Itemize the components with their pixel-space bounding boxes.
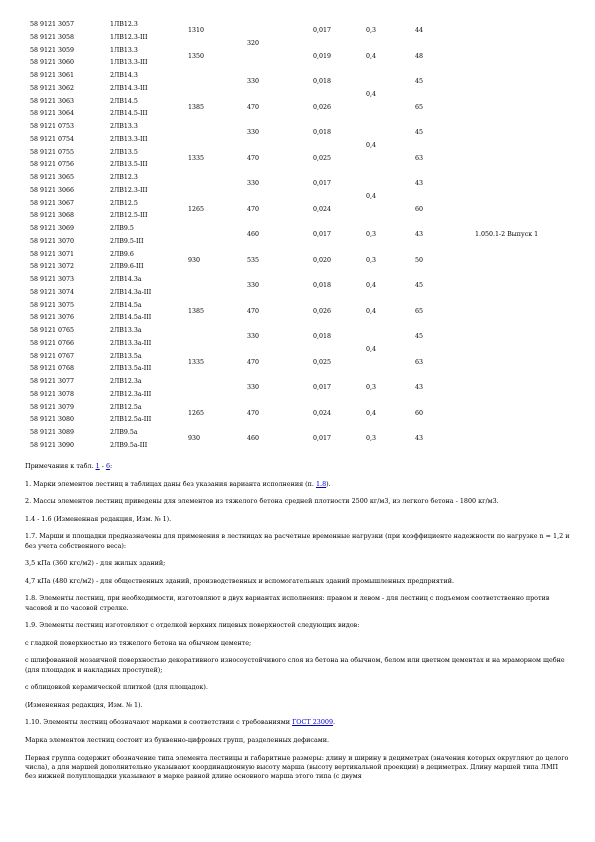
- element-code: 58 9121 0765: [30, 327, 75, 334]
- element-mark: 2ЛВ12.5-III: [110, 212, 148, 220]
- mass-value: 43: [415, 435, 424, 443]
- mass-value: 43: [415, 180, 424, 188]
- coefficient-value: 0,3: [366, 256, 377, 264]
- element-code: 58 9121 3089: [30, 429, 75, 436]
- height-value: 535: [247, 256, 260, 264]
- element-mark: 2ЛВ14.3: [110, 72, 138, 79]
- height-value: 470: [247, 205, 260, 213]
- element-mark: 1ЛВ12.3-III: [110, 33, 148, 41]
- volume-value: 0,026: [313, 307, 332, 315]
- volume-value: 0,018: [313, 129, 332, 137]
- coefficient-value: 0,4: [366, 307, 377, 315]
- volume-value: 0,018: [313, 282, 332, 290]
- element-code: 58 9121 3078: [30, 390, 75, 398]
- element-code: 58 9121 3067: [30, 199, 75, 207]
- note-1-suffix: ).: [326, 479, 331, 488]
- element-code: 58 9121 3075: [30, 301, 75, 309]
- element-code: 58 9121 3076: [30, 314, 75, 322]
- length-value: 1350: [188, 52, 205, 60]
- element-code: 58 9121 3063: [30, 97, 75, 105]
- notes-section: [25, 462, 571, 790]
- element-code: 58 9121 3060: [30, 59, 75, 67]
- height-value: 470: [247, 358, 260, 366]
- mass-value: 63: [415, 358, 424, 366]
- coefficient-value: 0,4: [366, 91, 377, 99]
- volume-value: 0,017: [313, 435, 332, 443]
- element-code: 58 9121 0755: [30, 148, 75, 156]
- element-code: 58 9121 3064: [30, 110, 75, 118]
- element-mark: 2ЛВ12.3a-III: [110, 390, 152, 398]
- mass-value: 60: [415, 409, 424, 417]
- length-value: 1385: [188, 307, 205, 315]
- mass-value: 43: [415, 384, 424, 392]
- volume-value: 0,017: [313, 384, 332, 392]
- element-code: 58 9121 3061: [30, 72, 75, 79]
- volume-value: 0,020: [313, 256, 332, 264]
- element-code: 58 9121 0768: [30, 365, 75, 373]
- element-code: 58 9121 0756: [30, 161, 75, 169]
- coefficient-value: 0,4: [366, 409, 377, 417]
- amendment-note: (Измененная редакция, Изм. № 1).: [25, 700, 143, 709]
- element-code: 58 9121 3073: [30, 276, 75, 283]
- element-mark: 2ЛВ14.5a-III: [110, 314, 152, 322]
- clause-1-9: 1.9. Элементы лестниц изготовляют с отделкой верхних лицевых поверхностей следующих видов:: [25, 621, 360, 630]
- length-value: 930: [188, 435, 201, 443]
- mass-value: 45: [415, 333, 424, 341]
- element-mark: 2ЛВ13.5: [110, 148, 138, 156]
- volume-value: 0,025: [313, 154, 332, 162]
- element-code: 58 9121 3069: [30, 225, 75, 232]
- element-mark: 2ЛВ14.3-III: [110, 84, 148, 92]
- element-code: 58 9121 3065: [30, 174, 75, 181]
- height-value: 460: [247, 231, 260, 239]
- length-value: 1265: [188, 409, 205, 417]
- element-code: 58 9121 3068: [30, 212, 75, 220]
- coefficient-value: 0,3: [366, 27, 377, 35]
- clause-1-8-link[interactable]: 1.8: [315, 479, 327, 488]
- clause-1-10-text: 1.10. Элементы лестниц обозначают марками в соответствии с требованиями: [25, 718, 293, 727]
- mass-value: 65: [415, 103, 424, 111]
- length-value: 1385: [188, 103, 205, 111]
- coefficient-value: 0,3: [366, 435, 377, 443]
- element-code: 58 9121 3079: [30, 403, 75, 411]
- mass-value: 65: [415, 307, 424, 315]
- element-code: 58 9121 3070: [30, 237, 75, 245]
- clause-1-7: 1.7. Марши и площадки предназначены для применения в лестницах на расчетные временные нагрузки (при коэффициенте надежности по нагрузке n = 1,2 и без учета собственного веса):: [25, 532, 570, 550]
- mass-value: 45: [415, 282, 424, 290]
- coefficient-value: 0,3: [366, 384, 377, 392]
- element-mark: 2ЛВ14.5a: [110, 301, 142, 309]
- notes-heading: [25, 462, 571, 471]
- element-code: 58 9121 3090: [30, 441, 75, 449]
- element-mark: 2ЛВ13.5a-III: [110, 365, 152, 373]
- mass-value: 50: [415, 256, 424, 264]
- coefficient-value: 0,4: [366, 282, 377, 290]
- volume-value: 0,019: [313, 52, 332, 60]
- mass-value: 45: [415, 129, 424, 137]
- load-public: 4,7 кПа (480 кгс/м2) - для общественных зданий, производственных и вспомогательных зданий промышленных предприятий.: [25, 576, 454, 585]
- table-6-link[interactable]: 6: [105, 462, 111, 470]
- height-value: 330: [247, 282, 260, 290]
- element-code: 58 9121 3059: [30, 46, 75, 54]
- mass-value: 63: [415, 154, 424, 162]
- element-code: 58 9121 3057: [30, 21, 75, 28]
- element-mark: 2ЛВ9.5-III: [110, 237, 144, 245]
- volume-value: 0,018: [313, 333, 332, 341]
- clause-1-4-1-6: 1.4 - 1.6 (Измененная редакция, Изм. № 1).: [25, 514, 172, 523]
- mark-composition: Марка элементов лестниц состоит из буквенно-цифровых групп, разделенных дефисами.: [25, 735, 330, 744]
- element-mark: 2ЛВ12.3-III: [110, 186, 148, 194]
- element-code: 58 9121 3071: [30, 250, 75, 258]
- element-mark: 2ЛВ12.5: [110, 199, 138, 207]
- notes-heading-dash: -: [99, 462, 106, 470]
- element-mark: 2ЛВ12.3a: [110, 378, 142, 385]
- element-mark: 2ЛВ14.3a: [110, 276, 142, 283]
- note-1-text: 1. Марки элементов лестниц в таблицах даны без указания варианта исполнения (п.: [25, 479, 316, 488]
- element-mark: 2ЛВ13.5-III: [110, 161, 148, 169]
- element-code: 58 9121 0754: [30, 135, 75, 143]
- element-mark: 2ЛВ13.3a: [110, 327, 142, 334]
- note-2: 2. Массы элементов лестниц приведены для элементов из тяжелого бетона средней плотности 2500 кг/м3, из легкого бетона - 1800 кг/м3.: [25, 497, 499, 506]
- coefficient-value: 0,4: [366, 193, 377, 201]
- element-code: 58 9121 3062: [30, 84, 75, 92]
- element-code: 58 9121 0766: [30, 339, 75, 347]
- element-mark: 2ЛВ13.3: [110, 123, 138, 130]
- height-value: 320: [247, 40, 260, 48]
- coefficient-value: 0,4: [366, 142, 377, 150]
- element-mark: 2ЛВ9.6-III: [110, 263, 144, 271]
- element-mark: 2ЛВ14.5-III: [110, 110, 148, 118]
- clause-1-10-suffix: .: [333, 718, 336, 727]
- length-value: 1310: [188, 27, 205, 35]
- height-value: 460: [247, 435, 260, 443]
- height-value: 470: [247, 154, 260, 162]
- element-mark: 2ЛВ12.3: [110, 174, 138, 181]
- element-code: 58 9121 0753: [30, 123, 75, 130]
- clause-1-10: [25, 718, 571, 727]
- element-mark: 2ЛВ14.3a-III: [110, 288, 152, 296]
- element-code: 58 9121 3058: [30, 33, 75, 41]
- finish-mosaic: с шлифованной мозаичной поверхностью декоративного износоустойчивого слоя из бетона на обычном, белом или цветном цементах и на мраморном щебне (для площадок и накладных проступей);: [25, 656, 565, 674]
- volume-value: 0,025: [313, 358, 332, 366]
- mass-value: 43: [415, 231, 424, 239]
- element-mark: 2ЛВ12.5a-III: [110, 416, 152, 424]
- series-reference: 1.050.1-2 Выпуск 1: [475, 231, 539, 239]
- volume-value: 0,024: [313, 205, 332, 213]
- element-code: 58 9121 3077: [30, 378, 75, 385]
- height-value: 330: [247, 78, 260, 86]
- volume-value: 0,017: [313, 27, 332, 35]
- element-mark: 1ЛВ13.3: [110, 46, 138, 54]
- load-residential: 3,5 кПа (360 кгс/м2) - для жилых зданий;: [25, 559, 166, 568]
- element-mark: 2ЛВ9.5a: [110, 429, 138, 436]
- element-mark: 2ЛВ13.5a: [110, 352, 142, 360]
- element-mark: 2ЛВ9.6: [110, 250, 134, 258]
- volume-value: 0,017: [313, 231, 332, 239]
- height-value: 330: [247, 129, 260, 137]
- element-mark: 1ЛВ13.3-III: [110, 59, 148, 67]
- mass-value: 45: [415, 78, 424, 86]
- volume-value: 0,018: [313, 78, 332, 86]
- element-mark: 2ЛВ9.5: [110, 225, 134, 232]
- height-value: 470: [247, 409, 260, 417]
- element-code: 58 9121 3074: [30, 288, 75, 296]
- table-1-link[interactable]: 1: [95, 462, 100, 470]
- element-mark: 2ЛВ13.3-III: [110, 135, 148, 143]
- first-group-description: Первая группа содержит обозначение типа элемента лестницы и габаритные размеры: длину и ширину в дециметрах (значения которых округляют до целого числа), а для маршей дополнительно указывают координационную высоту марша (высоту вертикальной проекции) в дециметрах. Длину маршей типа ЛМП без нижней полуплощадки указывают в марке равной длине основного марша этого типа (с двумя: [25, 753, 569, 780]
- length-value: 930: [188, 256, 201, 264]
- element-code: 58 9121 3066: [30, 186, 75, 194]
- element-mark: 2ЛВ14.5: [110, 97, 138, 105]
- length-value: 1265: [188, 205, 205, 213]
- volume-value: 0,026: [313, 103, 332, 111]
- note-1: [25, 480, 571, 489]
- element-code: 58 9121 0767: [30, 352, 75, 360]
- element-mark: 2ЛВ12.5a: [110, 403, 142, 411]
- finish-smooth: с гладкой поверхностью из тяжелого бетона на обычном цементе;: [25, 638, 252, 647]
- element-code: 58 9121 3072: [30, 263, 75, 271]
- coefficient-value: 0,4: [366, 52, 377, 60]
- height-value: 470: [247, 307, 260, 315]
- height-value: 470: [247, 103, 260, 111]
- coefficient-value: 0,3: [366, 231, 377, 239]
- height-value: 330: [247, 333, 260, 341]
- height-value: 330: [247, 180, 260, 188]
- mass-value: 44: [415, 27, 424, 35]
- finish-tile: с облицовкой керамической плиткой (для площадок).: [25, 683, 208, 692]
- length-value: 1335: [188, 154, 205, 162]
- clause-1-8: 1.8. Элементы лестниц, при необходимости, изготовляют в двух вариантах исполнения: правом и левом - для лестниц с подъемом соответственно против часовой и по часовой стрелке.: [25, 594, 550, 612]
- element-code: 58 9121 3080: [30, 416, 75, 424]
- element-mark: 2ЛВ9.5a-III: [110, 441, 148, 449]
- height-value: 330: [247, 384, 260, 392]
- volume-value: 0,024: [313, 409, 332, 417]
- element-mark: 1ЛВ12.3: [110, 21, 138, 28]
- notes-heading-suffix: :: [110, 462, 113, 470]
- gost-23009-link[interactable]: ГОСТ 23009: [292, 718, 334, 727]
- mass-value: 60: [415, 205, 424, 213]
- coefficient-value: 0,4: [366, 346, 377, 354]
- notes-heading-text: Примечания к табл.: [25, 462, 96, 470]
- element-mark: 2ЛВ13.3a-III: [110, 339, 152, 347]
- mass-value: 48: [415, 52, 424, 60]
- length-value: 1335: [188, 358, 205, 366]
- volume-value: 0,017: [313, 180, 332, 188]
